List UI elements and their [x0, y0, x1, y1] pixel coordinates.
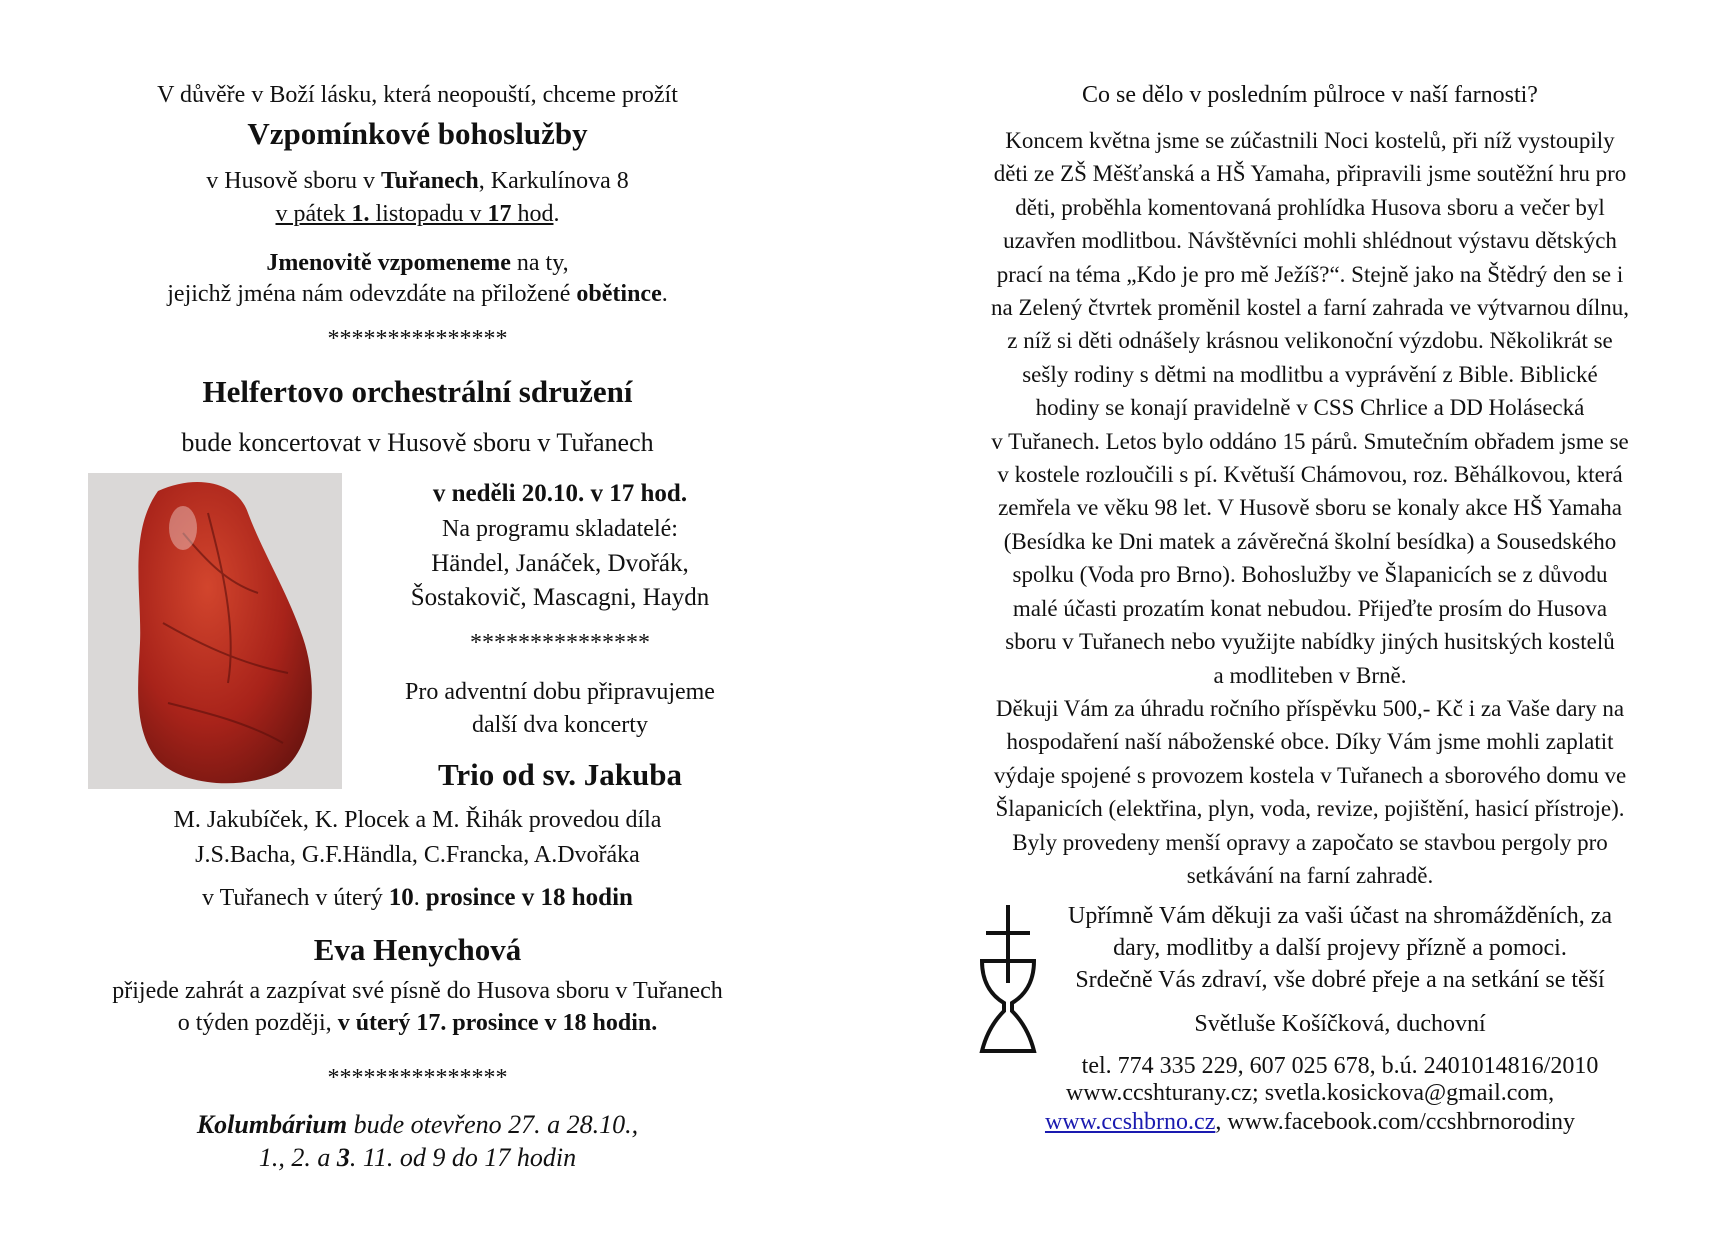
thanks-line-1: Upřímně Vám děkuji za vaši účast na shromážděních, za — [1067, 903, 1613, 929]
program-label: Na programu skladatelé: — [442, 516, 678, 542]
red-jasper-stone-icon — [88, 473, 342, 789]
kolumbarium-line-2: 1., 2. a 3. 11. od 9 do 17 hodin — [258, 1143, 577, 1172]
news-paragraph: Koncem května jsme se zúčastnili Noci kostelů, při níž vystoupily děti ze ZŠ Měšťanská a HŠ Yamaha, připravili jsme soutěžní hru pro děti, proběhla komentovaná prohlídka Husova sboru a večer byl uzavřen modlitbou. Návštěvníci mohli shlédnout výstavu dětských prací na téma „Kdo je pro mě Ježíš?“. Stejně jako na Štědrý den se i na Zelený čtvrtek proměnil kostel a farní zahrada ve výtvarnou dílnu, z níž si děti odnášely krásnou velikonoční výzdobu. Několikrát se sešly rodiny s dětmi na modlitbu a vyprávění z Bible. Biblické hodiny se konají pravidelně v CSS Chrlice a DD Holásecká v Tuřanech. Letos bylo oddáno 15 párů. Smutečním obřadem jsme se v kostele rozloučili s pí. Květuší Chámovou, roz. Běhálkovou, která zemřela ve věku 98 let. V Husově sboru se konaly akce HŠ Yamaha (Besídka ke Dni matek a závěrečná školní besídka) a Sousedského spolku (Voda pro Brno). Bohoslužby ve Šlapanicích se z důvodu malé účasti prozatím konat nebudou. Přijeďte prosím do Husova sboru v Tuřanech nebo využijte nabídky jiných husitských kostelů a modliteben v Brně. Děkuji Vám za úhradu ročního příspěvku 500,- Kč i za Vaše dary na hospodaření naší náboženské obce. Díky Vám jsme mohli zaplatit výdaje spojené s provozem kostela v Tuřanech a sborového domu ve Šlapanicích (elektřina, plyn, voda, revize, pojištění, hasicí přístroje). Byly provedeny menší opravy a započato se stavbou pergoly pro setkávání na farní zahradě. — [990, 128, 1629, 888]
eva-title: Eva Henychová — [313, 932, 522, 967]
separator-2: *************** — [470, 630, 650, 656]
memorial-title: Vzpomínkové bohoslužby — [247, 116, 588, 151]
kolumbarium-line-1: Kolumbárium bude otevřeno 27. a 28.10., — [196, 1110, 639, 1139]
advent-line-2: další dva koncerty — [472, 712, 648, 738]
names-line-2: jejichž jména nám odevzdáte na přiložené obětince. — [167, 281, 668, 307]
names-line-1: Jmenovitě vzpomeneme na ty, — [266, 250, 569, 276]
separator-1: *************** — [327, 326, 508, 352]
thanks-line-3: Srdečně Vás zdraví, vše dobré přeje a na setkání se těší — [1075, 967, 1605, 993]
eva-line-1: přijede zahrát a zazpívat své písně do Husova sboru v Tuřanech — [112, 978, 723, 1004]
memorial-place: v Husově sboru v Tuřanech, Karkulínova 8 — [206, 168, 629, 194]
concert-date: v neděli 20.10. v 17 hod. — [432, 480, 688, 507]
contact-line-3: www.ccshbrno.cz, www.facebook.com/ccshbrnorodiny — [1044, 1109, 1576, 1135]
composers-line-2: Šostakovič, Mascagni, Haydn — [410, 584, 710, 611]
advent-line-1: Pro adventní dobu připravujeme — [405, 679, 715, 705]
intro-line: V důvěře v Boží lásku, která neopouští, chceme prožít — [157, 82, 678, 108]
signature: Světluše Košíčková, duchovní — [1194, 1011, 1486, 1037]
ccshbrno-link[interactable]: www.ccshbrno.cz — [1044, 1109, 1216, 1135]
orchestra-line: bude koncertovat v Husově sboru v Tuřanech — [181, 428, 654, 457]
contact-line-1: tel. 774 335 229, 607 025 678, b.ú. 2401014816/2010 — [1081, 1053, 1599, 1079]
trio-date: v Tuřanech v úterý 10. prosince v 18 hodin — [202, 884, 633, 911]
thanks-line-2: dary, modlitby a další projevy přízně a pomoci. — [1113, 935, 1567, 961]
trio-line-2: J.S.Bacha, G.F.Händla, C.Francka, A.Dvořáka — [195, 842, 640, 868]
trio-line-1: M. Jakubíček, K. Plocek a M. Řihák provedou díla — [173, 807, 662, 833]
eva-line-2: o týden později, v úterý 17. prosince v 18 hodin. — [177, 1010, 658, 1036]
composers-line-1: Händel, Janáček, Dvořák, — [431, 550, 689, 577]
contact-line-2: www.ccshturany.cz; svetla.kosickova@gmail.com, — [1065, 1080, 1555, 1106]
news-heading: Co se dělo v posledním půlroce v naší farnosti? — [1082, 82, 1538, 108]
orchestra-title: Helfertovo orchestrální sdružení — [202, 374, 633, 409]
memorial-date: v pátek 1. listopadu v 17 hod. — [275, 201, 560, 227]
stone-photo — [88, 473, 342, 789]
trio-title: Trio od sv. Jakuba — [437, 757, 683, 792]
separator-3: *************** — [327, 1065, 508, 1091]
